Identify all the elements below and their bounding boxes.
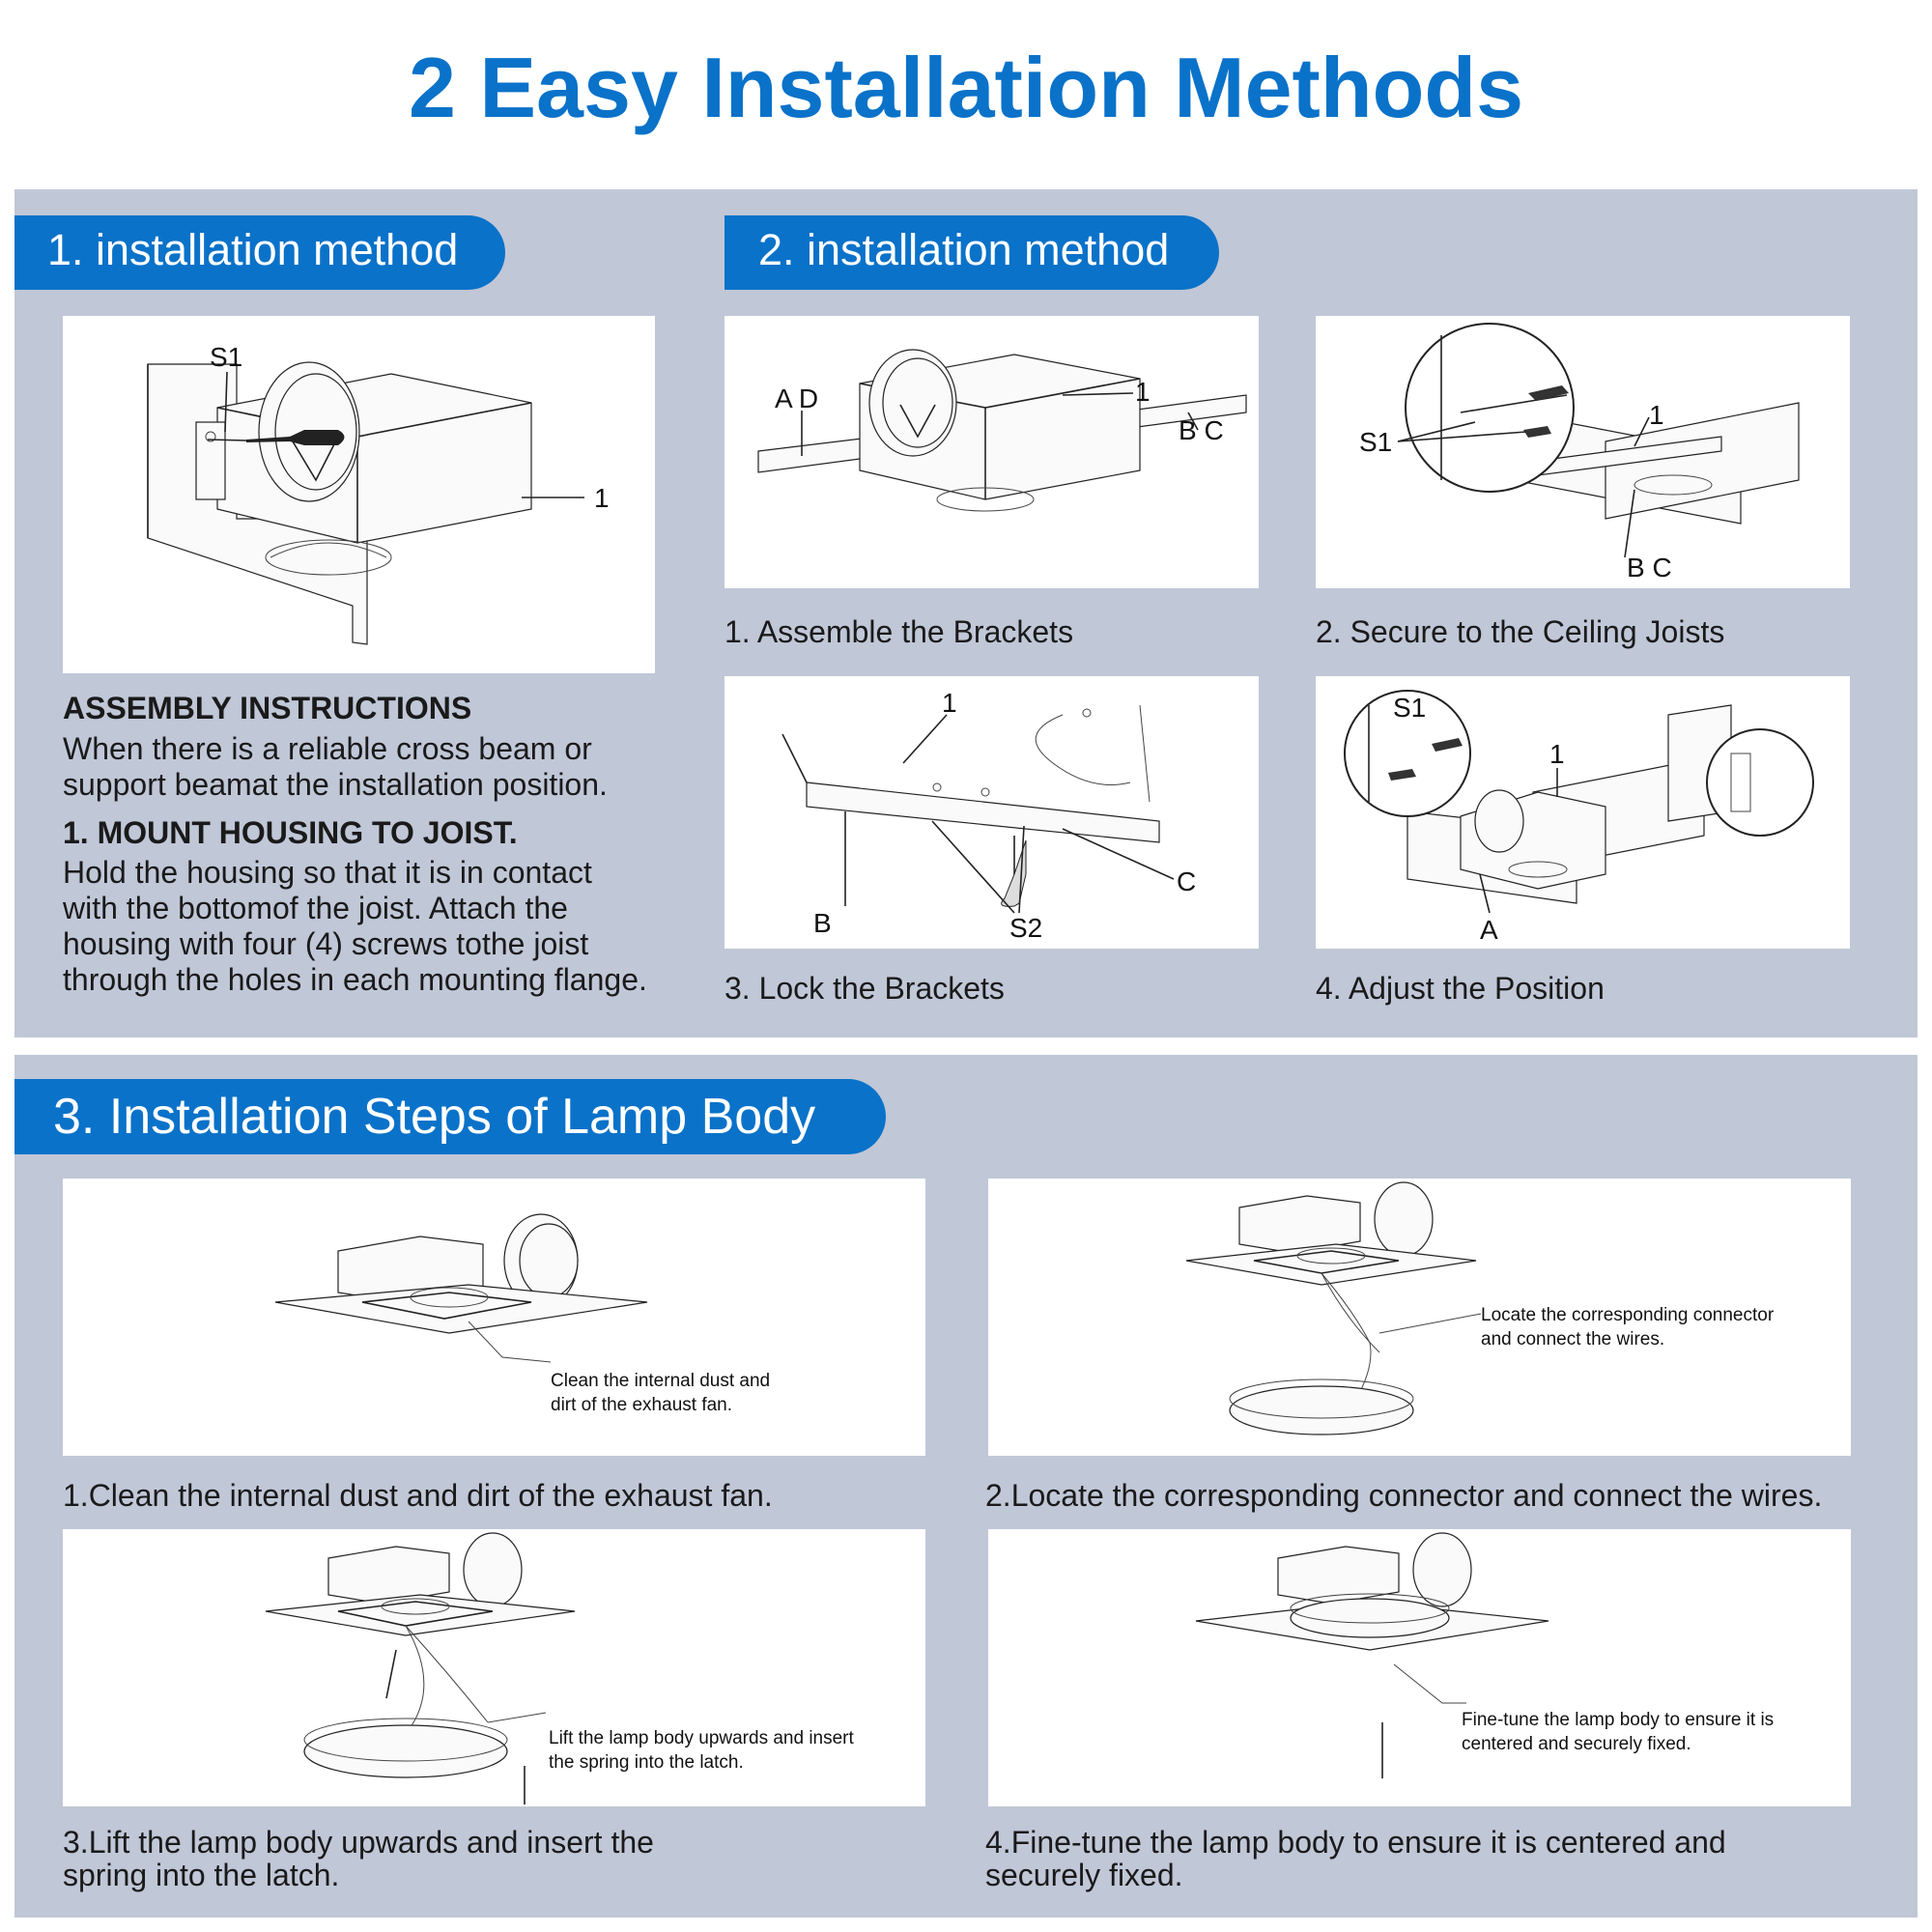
- page-title: 2 Easy Installation Methods: [408, 40, 1524, 135]
- lamp-step3-illustration: [63, 1529, 925, 1806]
- mount-body-line: through the holes in each mounting flange.: [63, 962, 647, 997]
- lamp-step3-caption-line: spring into the latch.: [63, 1858, 340, 1892]
- assembly-intro-line: support beamat the installation position.: [63, 767, 608, 802]
- lamp-step1-illustration: [63, 1179, 925, 1456]
- m2s3-label-s2: S2: [1009, 913, 1043, 943]
- assembly-intro-line: When there is a reliable cross beam or: [63, 731, 592, 766]
- lamp1-note-1: Clean the internal dust and: [551, 1371, 771, 1391]
- m2s4-label-s1: S1: [1393, 693, 1427, 723]
- lamp3-note-1: Lift the lamp body upwards and insert: [549, 1728, 854, 1748]
- method2-step4-caption: 4. Adjust the Position: [1316, 971, 1605, 1006]
- m2s3-label-c: C: [1177, 867, 1197, 896]
- lamp-step2-caption-line: 2.Locate the corresponding connector and connect the wires.: [985, 1478, 1823, 1513]
- method2-step2-caption: 2. Secure to the Ceiling Joists: [1316, 614, 1725, 649]
- lamp-step3-caption: [63, 1826, 654, 1891]
- lamp3-note-2: the spring into the latch.: [549, 1752, 744, 1773]
- lamp-step1-caption: [63, 1479, 773, 1512]
- method1-banner: [14, 215, 505, 290]
- m2s1-label-1: 1: [1135, 377, 1151, 407]
- m2s2-label-s1: S1: [1359, 427, 1393, 457]
- m2s4-label-a: A: [1480, 915, 1498, 945]
- m2s2-label-1: 1: [1649, 400, 1664, 430]
- m2s3-label-1: 1: [942, 688, 957, 718]
- method2-step1-caption: 1. Assemble the Brackets: [724, 614, 1074, 649]
- m2s1-label-ad: A D: [775, 384, 819, 413]
- lamp1-note-2: dirt of the exhaust fan.: [551, 1395, 733, 1415]
- m2s4-label-1: 1: [1549, 739, 1565, 769]
- lamp-step2-illustration: [988, 1179, 1851, 1456]
- method2-step3-illustration: [724, 676, 1259, 949]
- lamp-step3-caption-line: 3.Lift the lamp body upwards and insert the: [63, 1825, 654, 1860]
- mount-body-line: housing with four (4) screws tothe joist: [63, 926, 589, 961]
- method1-label-s1: S1: [210, 342, 243, 372]
- method2-step4-illustration: [1316, 676, 1850, 949]
- lamp-step4-caption: [985, 1826, 1726, 1891]
- mount-body: [63, 855, 647, 998]
- mount-heading: 1. MOUNT HOUSING TO JOIST.: [63, 815, 518, 850]
- m2s2-label-bc: B C: [1627, 553, 1672, 582]
- lamp-banner-text: 3. Installation Steps of Lamp Body: [53, 1089, 816, 1145]
- lamp4-note-2: centered and securely fixed.: [1462, 1734, 1691, 1754]
- lamp-step4-illustration: [988, 1529, 1851, 1806]
- lamp2-note-2: and connect the wires.: [1481, 1329, 1665, 1350]
- m2s1-label-bc: B C: [1179, 415, 1224, 445]
- method1-illustration: [63, 316, 655, 673]
- assembly-intro: [63, 731, 608, 803]
- lamp-step4-caption-line: 4.Fine-tune the lamp body to ensure it is centered and: [985, 1825, 1726, 1860]
- assembly-heading: ASSEMBLY INSTRUCTIONS: [63, 691, 472, 725]
- method2-step2-illustration: [1316, 316, 1850, 588]
- method1-label-1: 1: [594, 483, 610, 513]
- method2-step3-caption: 3. Lock the Brackets: [724, 971, 1005, 1006]
- lamp-step2-caption: [985, 1479, 1822, 1512]
- mount-body-line: with the bottomof the joist. Attach the: [63, 891, 568, 925]
- m2s3-label-b: B: [813, 908, 832, 938]
- method2-step1-illustration: [724, 316, 1259, 588]
- lamp2-note-1: Locate the corresponding connector: [1481, 1305, 1775, 1325]
- lamp4-note-1: Fine-tune the lamp body to ensure it is: [1462, 1710, 1775, 1730]
- lamp-banner: [14, 1079, 886, 1154]
- mount-body-line: Hold the housing so that it is in contact: [63, 855, 592, 890]
- method2-banner-text: 2. installation method: [758, 225, 1170, 274]
- method2-banner: [724, 215, 1219, 290]
- lamp-step4-caption-line: securely fixed.: [985, 1858, 1183, 1892]
- method1-banner-text: 1. installation method: [47, 225, 459, 274]
- lamp-step1-caption-line: 1.Clean the internal dust and dirt of the exhaust fan.: [63, 1478, 773, 1513]
